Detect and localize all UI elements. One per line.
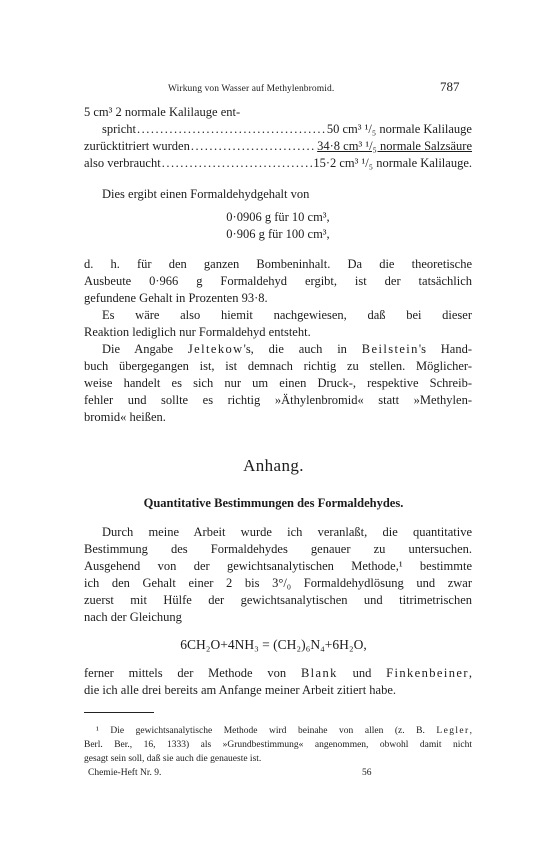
footnote-line: Berl. Ber., 16, 1333) als »Grundbestimmung« angenommen, obwohl damit nicht <box>84 740 472 750</box>
text-span: ¹ Die gewichtsanalytische Methode wird beinahe von allen (z. B. <box>96 726 437 736</box>
calc-row-spricht <box>84 121 472 138</box>
value-line: 0·906 g für 100 cm³, <box>226 227 330 241</box>
dot-leader <box>191 138 316 155</box>
text-line: fehler und sollte es richtig »Äthylenbromid« statt »Methylen- <box>84 393 472 407</box>
text-line: d. h. für den ganzen Bombeninhalt. Da die theoretische <box>84 257 472 271</box>
paragraph-correction <box>84 341 472 426</box>
text-line: buch übergegangen ist, ist demnach richtig zu stellen. Möglicher- <box>84 359 472 373</box>
text-line: Ausgehend von der gewichtsanalytischen Methode,¹ bestimmte <box>84 559 472 573</box>
footnote-line: gesagt sein soll, daß sie auch die genaueste ist. <box>84 754 262 764</box>
calc-row-verbraucht <box>84 155 472 172</box>
footnote <box>84 724 472 766</box>
text-span: ferner mittels der Methode von <box>84 666 301 680</box>
text-span: , <box>468 666 473 680</box>
text-line: nach der Gleichung <box>84 610 182 624</box>
text-line: ich den Gehalt einer 2 bis 3°/₀ Formaldehydlösung und zwar <box>84 576 472 590</box>
appendix-subheading: Quantitative Bestimmungen des Formaldehydes. <box>143 496 404 510</box>
text-span: 's, die auch in <box>243 342 362 356</box>
paragraph-proof <box>84 307 472 341</box>
footnote-line <box>84 724 472 738</box>
journal-signature: Chemie-Heft Nr. 9. <box>88 768 162 778</box>
running-header: Wirkung von Wasser auf Methylenbromid. <box>168 84 335 94</box>
author-name: Jeltekow <box>187 342 244 356</box>
dot-leader <box>162 155 313 172</box>
text-line: Bestimmung des Formaldehydes genauer zu untersuchen. <box>84 542 472 556</box>
text-line: Dies ergibt einen Formaldehydgehalt von <box>102 187 310 201</box>
titration-calculation <box>84 104 472 172</box>
text-line: Ausbeute 0·966 g Formaldehyd ergibt, ist der tatsächlich <box>84 274 472 288</box>
author-name: Blank <box>300 666 338 680</box>
calc-row-value: 34·8 cm³ ¹/₅ normale Salzsäure <box>317 139 472 153</box>
calc-row-value: 15·2 cm³ ¹/₅ normale Kalilauge. <box>313 156 472 170</box>
text-span: Die Angabe <box>102 342 188 356</box>
text-line: weise handelt es sich nur um einen Druck-, respektive Schreib- <box>84 376 472 390</box>
text-line <box>84 341 472 358</box>
footnote-divider <box>84 712 154 713</box>
text-line: Reaktion lediglich nur Formaldehyd entsteht. <box>84 325 311 339</box>
paragraph-appendix <box>84 524 472 626</box>
text-line <box>84 665 472 682</box>
author-name: Legler <box>436 726 470 736</box>
calc-row-zuruecktitriert <box>84 138 472 155</box>
paragraph-formaldehyde-content <box>84 186 472 243</box>
sheet-number: 56 <box>362 768 372 778</box>
text-line: gefundene Gehalt in Prozenten 93·8. <box>84 291 268 305</box>
text-span: und <box>337 666 387 680</box>
text-line: bromid« heißen. <box>84 410 166 424</box>
calc-row-label: spricht <box>102 122 137 136</box>
text-line: Durch meine Arbeit wurde ich veranlaßt, die quantitative <box>102 525 472 539</box>
text-line: zuerst mit Hülfe der gewichtsanalytischen und titrimetrischen <box>84 593 472 607</box>
text-line: Es wäre also hiemit nachgewiesen, daß bei dieser <box>102 308 472 322</box>
dot-leader <box>137 121 326 138</box>
calc-row-value: 50 cm³ ¹/₅ normale Kalilauge <box>326 122 472 136</box>
text-span: , <box>469 726 472 736</box>
calc-row-label: also verbraucht <box>84 156 161 170</box>
author-name: Beilstein <box>361 342 419 356</box>
chemical-equation: 6CH₂O+4NH₃ = (CH₂)₆N₄+6H₂O, <box>180 637 367 652</box>
appendix-heading: Anhang. <box>243 456 304 475</box>
page-number: 787 <box>440 79 460 94</box>
author-name: Finkenbeiner <box>386 666 469 680</box>
text-line: die ich alle drei bereits am Anfange meiner Arbeit zitiert habe. <box>84 683 397 697</box>
value-line: 0·0906 g für 10 cm³, <box>226 210 330 224</box>
calc-row-label: zurücktitriert wurden <box>84 139 190 153</box>
text-span: 's Hand- <box>418 342 473 356</box>
calc-line-1: 5 cm³ 2 normale Kalilauge ent- <box>84 105 241 119</box>
paragraph-yield <box>84 256 472 307</box>
paragraph-methods <box>84 665 472 699</box>
